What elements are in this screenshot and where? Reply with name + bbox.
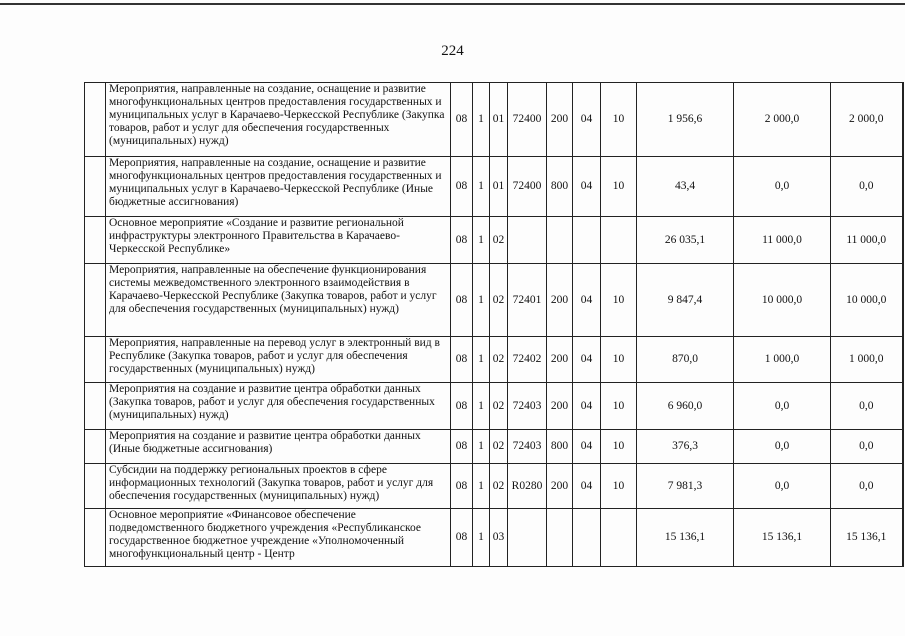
sum-year-3-cell: 10 000,0: [831, 264, 903, 337]
vid-rashodov-cell: [547, 509, 573, 567]
glava-cell: 04: [573, 337, 601, 383]
row-description: Мероприятия, направленные на обеспечение функционирования системы межведомственного электронного взаимодействия в Карачаево-Черкесской Республике (Закупка товаров, работ и услуг для обеспечения государственных (муниципальных) нужд): [106, 264, 451, 337]
sum-year-2-cell: 0,0: [734, 464, 831, 509]
podglava-cell: 10: [601, 157, 637, 217]
sum-year-1-cell: 7 981,3: [637, 464, 734, 509]
sum-year-2-cell: 0,0: [734, 157, 831, 217]
meropriyatie-cell: 72403: [508, 383, 547, 430]
podrazdel-cell: 1: [473, 509, 490, 567]
razdel-cell: 08: [451, 157, 473, 217]
podrazdel-cell: 1: [473, 217, 490, 264]
sum-year-1-cell: 1 956,6: [637, 83, 734, 157]
meropriyatie-cell: 72400: [508, 157, 547, 217]
left-margin-cell: [85, 83, 106, 157]
meropriyatie-cell: [508, 509, 547, 567]
podglava-cell: 10: [601, 83, 637, 157]
podrazdel-cell: 1: [473, 337, 490, 383]
sum-year-3-cell: 0,0: [831, 383, 903, 430]
left-margin-cell: [85, 509, 106, 567]
left-margin-cell: [85, 430, 106, 464]
meropriyatie-cell: 72401: [508, 264, 547, 337]
table-row: [85, 217, 903, 264]
sum-year-3-cell: 0,0: [831, 157, 903, 217]
programma-cell: 03: [490, 509, 508, 567]
programma-cell: 02: [490, 337, 508, 383]
sum-year-1-cell: 9 847,4: [637, 264, 734, 337]
razdel-cell: 08: [451, 264, 473, 337]
meropriyatie-cell: 72402: [508, 337, 547, 383]
sum-year-2-cell: 10 000,0: [734, 264, 831, 337]
sum-year-2-cell: 2 000,0: [734, 83, 831, 157]
row-description: Основное мероприятие «Создание и развитие региональной инфраструктуры электронного Правительства в Карачаево-Черкесской Республике»: [106, 217, 451, 264]
table-row: [85, 430, 903, 464]
sum-year-2-cell: 11 000,0: [734, 217, 831, 264]
vid-rashodov-cell: 800: [547, 430, 573, 464]
row-description: Субсидии на поддержку региональных проектов в сфере информационных технологий (Закупка товаров, работ и услуг для обеспечения государственных (муниципальных) нужд): [106, 464, 451, 509]
razdel-cell: 08: [451, 383, 473, 430]
top-border-rule: [0, 3, 905, 5]
sum-year-1-cell: 870,0: [637, 337, 734, 383]
vid-rashodov-cell: 200: [547, 464, 573, 509]
row-description: Мероприятия, направленные на создание, оснащение и развитие многофункциональных центров предоставления государственных и муниципальных услуг в Карачаево-Черкесской Республике (Иные бюджетные ассигнования): [106, 157, 451, 217]
meropriyatie-cell: 72400: [508, 83, 547, 157]
glava-cell: 04: [573, 83, 601, 157]
programma-cell: 02: [490, 383, 508, 430]
vid-rashodov-cell: 200: [547, 337, 573, 383]
vid-rashodov-cell: 800: [547, 157, 573, 217]
sum-year-3-cell: 15 136,1: [831, 509, 903, 567]
programma-cell: 02: [490, 264, 508, 337]
meropriyatie-cell: [508, 217, 547, 264]
sum-year-1-cell: 15 136,1: [637, 509, 734, 567]
podrazdel-cell: 1: [473, 430, 490, 464]
programma-cell: 02: [490, 464, 508, 509]
left-margin-cell: [85, 217, 106, 264]
table-row: [85, 83, 903, 157]
left-margin-cell: [85, 264, 106, 337]
podglava-cell: 10: [601, 383, 637, 430]
podglava-cell: [601, 217, 637, 264]
table-row: [85, 464, 903, 509]
programma-cell: 01: [490, 83, 508, 157]
sum-year-3-cell: 1 000,0: [831, 337, 903, 383]
table-row: [85, 157, 903, 217]
programma-cell: 02: [490, 430, 508, 464]
sum-year-2-cell: 0,0: [734, 383, 831, 430]
meropriyatie-cell: 72403: [508, 430, 547, 464]
budget-table: [84, 82, 904, 567]
razdel-cell: 08: [451, 464, 473, 509]
glava-cell: [573, 217, 601, 264]
programma-cell: 01: [490, 157, 508, 217]
razdel-cell: 08: [451, 509, 473, 567]
meropriyatie-cell: R0280: [508, 464, 547, 509]
row-description: Мероприятия, направленные на создание, оснащение и развитие многофункциональных центров предоставления государственных и муниципальных услуг в Карачаево-Черкесской Республике (Закупка товаров, работ и услуг для обеспечения государственных (муниципальных) нужд): [106, 83, 451, 157]
table-row: [85, 509, 903, 567]
podglava-cell: 10: [601, 464, 637, 509]
razdel-cell: 08: [451, 83, 473, 157]
sum-year-1-cell: 26 035,1: [637, 217, 734, 264]
sum-year-2-cell: 15 136,1: [734, 509, 831, 567]
podglava-cell: 10: [601, 264, 637, 337]
sum-year-1-cell: 43,4: [637, 157, 734, 217]
razdel-cell: 08: [451, 337, 473, 383]
row-description: Мероприятия на создание и развитие центра обработки данных (Иные бюджетные ассигнования): [106, 430, 451, 464]
podrazdel-cell: 1: [473, 157, 490, 217]
razdel-cell: 08: [451, 217, 473, 264]
glava-cell: 04: [573, 464, 601, 509]
podglava-cell: 10: [601, 430, 637, 464]
vid-rashodov-cell: 200: [547, 264, 573, 337]
podrazdel-cell: 1: [473, 264, 490, 337]
glava-cell: 04: [573, 430, 601, 464]
podrazdel-cell: 1: [473, 464, 490, 509]
sum-year-1-cell: 376,3: [637, 430, 734, 464]
podglava-cell: [601, 509, 637, 567]
podrazdel-cell: 1: [473, 383, 490, 430]
row-description: Основное мероприятие «Финансовое обеспечение подведомственного бюджетного учреждения «Республиканское государственное бюджетное учреждение «Уполномоченный многофункциональный центр - Центр: [106, 509, 451, 567]
sum-year-2-cell: 0,0: [734, 430, 831, 464]
left-margin-cell: [85, 157, 106, 217]
vid-rashodov-cell: 200: [547, 383, 573, 430]
glava-cell: [573, 509, 601, 567]
left-margin-cell: [85, 464, 106, 509]
glava-cell: 04: [573, 264, 601, 337]
razdel-cell: 08: [451, 430, 473, 464]
sum-year-3-cell: 0,0: [831, 430, 903, 464]
glava-cell: 04: [573, 383, 601, 430]
left-margin-cell: [85, 337, 106, 383]
page-number: 224: [441, 43, 464, 59]
table-row: [85, 264, 903, 337]
programma-cell: 02: [490, 217, 508, 264]
sum-year-3-cell: 2 000,0: [831, 83, 903, 157]
row-description: Мероприятия на создание и развитие центра обработки данных (Закупка товаров, работ и услуг для обеспечения государственных (муниципальных) нужд): [106, 383, 451, 430]
sum-year-1-cell: 6 960,0: [637, 383, 734, 430]
podglava-cell: 10: [601, 337, 637, 383]
podrazdel-cell: 1: [473, 83, 490, 157]
vid-rashodov-cell: [547, 217, 573, 264]
table-row: [85, 337, 903, 383]
table-row: [85, 383, 903, 430]
sum-year-3-cell: 0,0: [831, 464, 903, 509]
left-margin-cell: [85, 383, 106, 430]
sum-year-3-cell: 11 000,0: [831, 217, 903, 264]
row-description: Мероприятия, направленные на перевод услуг в электронный вид в Республике (Закупка товаров, работ и услуг для обеспечения государственных (муниципальных) нужд): [106, 337, 451, 383]
vid-rashodov-cell: 200: [547, 83, 573, 157]
glava-cell: 04: [573, 157, 601, 217]
sum-year-2-cell: 1 000,0: [734, 337, 831, 383]
